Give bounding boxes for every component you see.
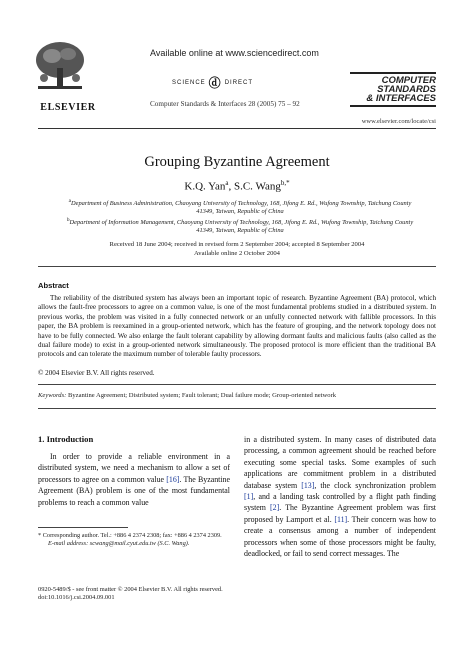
body-top-rule [38, 408, 436, 409]
available-online-link[interactable]: Available online at www.sciencedirect.com [150, 48, 319, 58]
citation-link[interactable]: [2] [270, 503, 280, 513]
sciencedirect-right: DIRECT [224, 79, 254, 86]
journal-logo-line1: COMPUTER STANDARDS [377, 75, 436, 95]
affiliation-b-text: Department of Information Management, Chaoyang University of Technology, 168, Jifong E. Rd., Wufong Township, Taichung County 41349, Taiwan, Republic of China [69, 219, 414, 235]
corresponding-author: * Corresponding author. Tel.: +886 4 2374 2308; fax: +886 4 2374 2309. [38, 532, 222, 539]
journal-logo-line2: & INTERFACES [366, 93, 436, 104]
author-2-sup: b,* [280, 179, 290, 187]
available-online-date: Available online 2 October 2004 [194, 250, 280, 257]
abstract-top-rule [38, 266, 436, 267]
right-text-1: in a distributed system. In many cases of distributed data processing, a common agreement should be reached before executing some special tasks. Some examples of such applications are commitment problem in a distributed database system [244, 435, 436, 490]
footnote-rule [38, 527, 128, 528]
author-separator: , [228, 180, 234, 193]
elsevier-logo [30, 38, 106, 118]
right-text-2: , the clock synchronization problem [314, 480, 436, 490]
right-column-text [244, 434, 436, 559]
affiliation-b [60, 216, 420, 235]
paper-title: Grouping Byzantine Agreement [144, 154, 330, 170]
author-1: K.Q. Yan [184, 180, 226, 193]
elsevier-tree-icon [30, 38, 90, 94]
citation-link[interactable]: [11] [334, 514, 348, 524]
sciencedirect-left: SCIENCE [172, 79, 206, 86]
publisher-name: ELSEVIER [40, 102, 96, 113]
received-dates: Received 18 June 2004; received in revised form 2 September 2004; accepted 8 September 2004 [109, 241, 365, 248]
right-text-5: . Their concern was how to create a consensus among a number of independent processors when some of those processors might be faulty, deadlocked, or fail to send correct messages. The [244, 514, 437, 559]
header-rule [38, 128, 436, 129]
affiliation-a-sup: a [68, 198, 71, 204]
abstract-text: The reliability of the distributed system has always been an important topic of research. Byzantine Agreement (BA) protocol, which allows the fault-free processors to agree on a common value, is one of the most fundamental problems studied in a distributed system. In previous works, the problem was visited in a fully connected network or an unfully connected network with fallible processors. In this paper, the BA problem is reexamined in a group-oriented network, which has the feature of grouping, and the network topology does not have to be fully connected. We also enlarge the fault tolerant capability by allowing dormant faults and malicious faults (also called as the dual failure mode) to exist in a group-oriented network simultaneously. The proposed protocol is more efficient than the traditional BA protocols and can tolerate the maximum number of tolerable faulty processors. [38, 294, 436, 359]
keywords-list: Byzantine Agreement; Distributed system; Fault tolerant; Dual failure mode; Group-oriented network [67, 392, 337, 399]
sciencedirect-d-icon: ⓓ [208, 76, 222, 90]
citation-link[interactable]: [13] [301, 480, 315, 490]
left-text-2: . The Byzantine Agreement (BA) problem is one of the most fundamental problems to reach a common value [38, 474, 230, 507]
right-text-4: . The Byzantine Agreement problem was first proposed by Lamport et al. [244, 503, 436, 524]
author-1-sup: a [225, 179, 229, 187]
right-text-3: , and a landing task controlled by a flight path finding system [244, 492, 436, 513]
affiliation-a-text: Department of Business Administration, Chaoyang University of Technology, 168, Jifong E. Rd., Wufong Township, Taichung County 41349, Taiwan, Republic of China [71, 200, 412, 216]
author-2: S.C. Wang [233, 180, 281, 193]
doi-line: doi:10.1016/j.csi.2004.09.001 [38, 594, 115, 601]
left-column-text [38, 451, 230, 508]
citation-link[interactable]: [16] [166, 474, 180, 484]
sciencedirect-logo [172, 74, 253, 91]
affiliation-b-sup: b [66, 217, 70, 223]
keywords [38, 392, 336, 399]
journal-logo [350, 72, 436, 109]
section-heading: 1. Introduction [38, 434, 94, 444]
journal-reference: Computer Standards & Interfaces 28 (2005) 75 – 92 [150, 100, 300, 108]
authors [0, 179, 474, 193]
issn-line: 0920-5489/$ - see front matter © 2004 Elsevier B.V. All rights reserved. [38, 586, 223, 593]
citation-link[interactable]: [1] [244, 492, 254, 502]
keywords-rule [38, 384, 436, 385]
abstract-copyright: © 2004 Elsevier B.V. All rights reserved. [38, 369, 155, 377]
email-address: E-mail address: scwang@mail.cyut.edu.tw (S.C. Wang). [48, 540, 190, 547]
article-identifiers [38, 586, 223, 602]
journal-url-link[interactable]: www.elsevier.com/locate/csi [361, 118, 436, 125]
footnote [38, 532, 230, 548]
abstract-heading: Abstract [38, 281, 69, 290]
keywords-label: Keywords: [38, 392, 67, 399]
affiliation-a [60, 197, 420, 216]
left-text-1: In order to provide a reliable environment in a distributed system, we need a mechanism to allow a set of processors to agree on a common value [38, 452, 230, 484]
